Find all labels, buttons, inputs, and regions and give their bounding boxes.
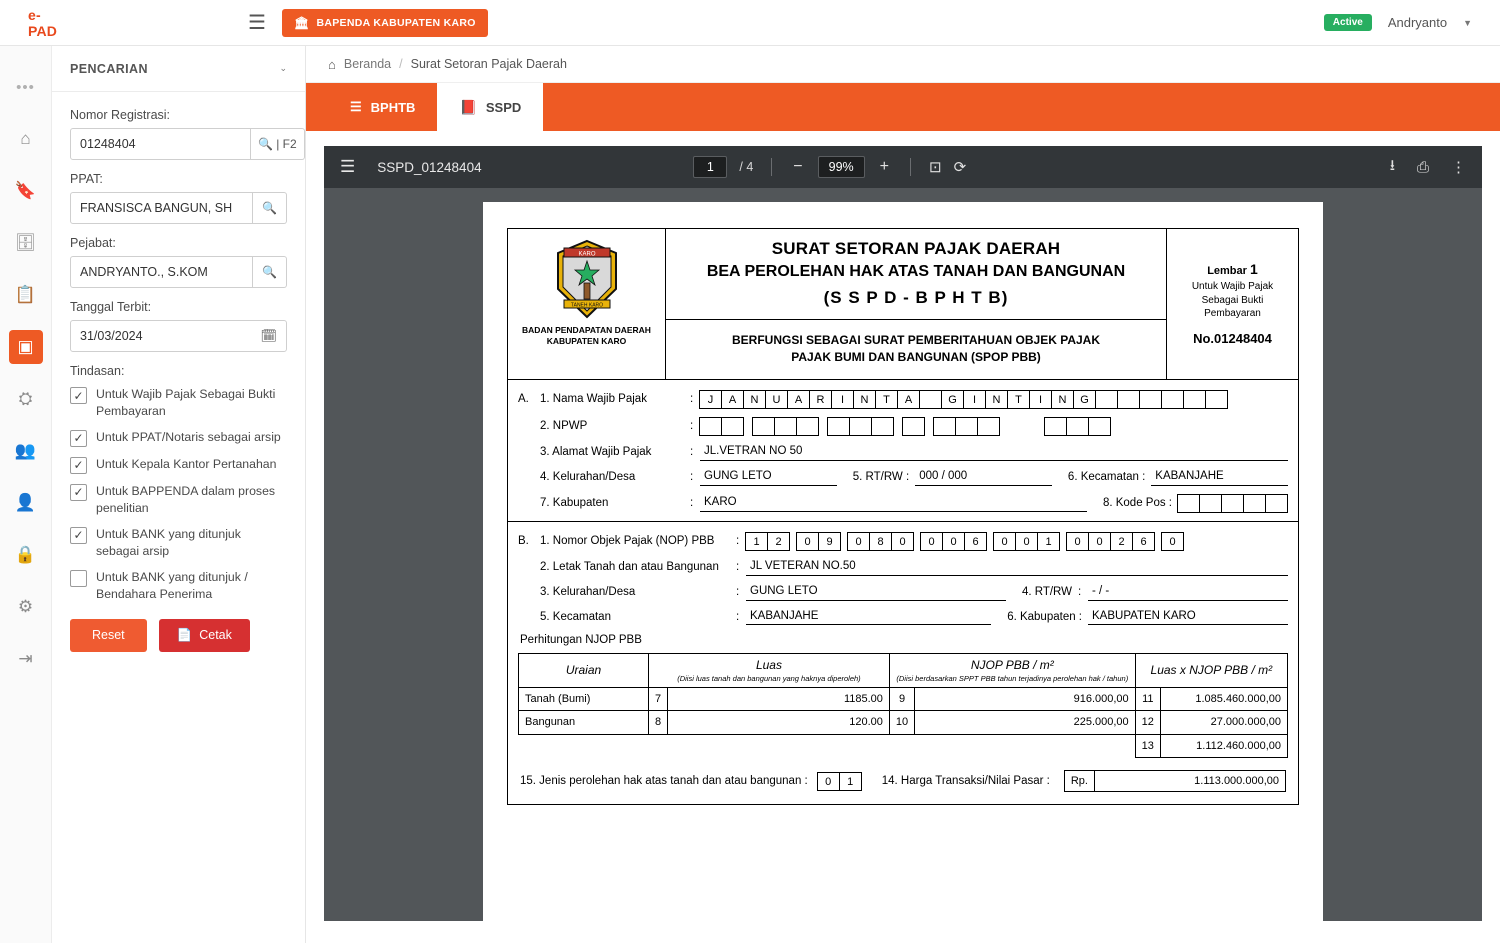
checkbox-label: Untuk Wajib Pajak Sebagai Bukti Pembayaran bbox=[96, 387, 276, 418]
table-row-sum bbox=[519, 734, 1288, 757]
top-bar bbox=[0, 0, 1500, 46]
njop-row1-uraian: Tanah (Bumi) bbox=[519, 687, 649, 710]
ppat-search-button[interactable] bbox=[253, 192, 287, 224]
colon: : bbox=[736, 560, 740, 573]
breadcrumb bbox=[306, 46, 1500, 83]
kode-pos-boxes bbox=[1178, 494, 1288, 513]
tab-bphtb[interactable] bbox=[328, 83, 437, 131]
njop-row1-luas: 1185.00 bbox=[668, 687, 890, 710]
njop-row2-total: 27.000.000,00 bbox=[1160, 711, 1287, 734]
pejabat-label: Pejabat: bbox=[70, 236, 116, 250]
harga-transaksi-value: 1.113.000.000,00 bbox=[1094, 770, 1286, 792]
checkbox-item[interactable] bbox=[70, 456, 287, 474]
ppat-input[interactable] bbox=[70, 192, 253, 224]
checkbox-item[interactable] bbox=[70, 429, 287, 447]
search-panel bbox=[52, 46, 306, 943]
njop-col-total-label: Luas x NJOP PBB / m² bbox=[1150, 662, 1273, 677]
table-row bbox=[519, 711, 1288, 734]
fit-page-icon[interactable]: ⊡ bbox=[929, 159, 942, 176]
letak-tanah-value: JL VETERAN NO.50 bbox=[746, 559, 1288, 576]
npwp-group-5 bbox=[934, 417, 1000, 436]
nomor-registrasi-row bbox=[70, 128, 297, 160]
nop-label: 1. Nomor Objek Pajak (NOP) PBB bbox=[540, 534, 715, 547]
main-content bbox=[306, 46, 1500, 943]
sum-empty-2 bbox=[649, 734, 668, 757]
pejabat-search-button[interactable] bbox=[253, 256, 287, 288]
more-options-icon[interactable]: ⋮ bbox=[1451, 159, 1466, 176]
npwp-group-1 bbox=[700, 417, 744, 436]
reset-button[interactable]: Reset bbox=[70, 619, 147, 652]
njop-heading: Perhitungan NJOP PBB bbox=[520, 634, 642, 647]
checkbox-item[interactable] bbox=[70, 483, 287, 517]
row-letak-tanah bbox=[518, 559, 1288, 576]
njop-row2-n1: 8 bbox=[649, 711, 668, 734]
kecamatan-b-value: KABANJAHE bbox=[746, 609, 991, 626]
njop-col-total bbox=[1135, 654, 1287, 688]
section-b-letter: B. bbox=[518, 534, 529, 547]
rtrw-label: 5. RT/RW : bbox=[852, 470, 910, 483]
rtrw-b-value: - / - bbox=[1088, 584, 1288, 601]
colon: : bbox=[736, 585, 740, 598]
doc-title-1: SURAT SETORAN PAJAK DAERAH bbox=[771, 239, 1061, 258]
zoom-level[interactable]: 99% bbox=[818, 156, 865, 178]
list-icon: ☰ bbox=[350, 99, 362, 114]
page-total-label: / 4 bbox=[739, 160, 754, 174]
bookmark-icon[interactable]: 🔖 bbox=[14, 181, 37, 200]
f2-hint: | F2 bbox=[276, 137, 297, 151]
alamat-value: JL.VETRAN NO 50 bbox=[700, 444, 1288, 461]
pdf-viewer bbox=[324, 146, 1482, 921]
npwp-group-2 bbox=[753, 417, 819, 436]
pejabat-row bbox=[70, 256, 287, 288]
njop-row2-luas: 120.00 bbox=[668, 711, 890, 734]
lembar-cell bbox=[1166, 229, 1298, 379]
nomor-registrasi-label: Nomor Registrasi: bbox=[70, 108, 171, 122]
archive-icon[interactable]: 🗄 bbox=[14, 233, 37, 252]
search-icon: 🔍 bbox=[262, 265, 277, 279]
njop-col-luas-label: Luas bbox=[755, 658, 782, 673]
colon: : bbox=[690, 496, 694, 509]
colon: : bbox=[690, 445, 694, 458]
zoom-in-button[interactable]: + bbox=[879, 158, 889, 175]
calendar-icon[interactable]: 🗓 bbox=[260, 328, 277, 343]
njop-sum-num: 13 bbox=[1135, 734, 1160, 757]
rtrw-value: 000 / 000 bbox=[915, 469, 1052, 486]
colon: : bbox=[736, 534, 740, 547]
lembar-text: Lembar bbox=[1207, 265, 1247, 278]
colon: : bbox=[690, 419, 694, 432]
chevron-down-icon[interactable]: ⌄ bbox=[279, 63, 287, 73]
checkbox-wajib-pajak[interactable]: ✓ bbox=[70, 387, 87, 404]
tanggal-terbit-value: 31/03/2024 bbox=[80, 329, 143, 343]
checkbox-kepala-kantor-pertanahan[interactable]: ✓ bbox=[70, 457, 87, 474]
nama-wajib-pajak-boxes: J A N U A R I N T A G I N T I N G bbox=[700, 390, 1228, 409]
row-kabupaten bbox=[518, 494, 1288, 513]
lembar-desc: Untuk Wajib Pajak Sebagai Bukti Pembayaran bbox=[1191, 281, 1274, 320]
row-alamat bbox=[518, 444, 1288, 461]
jenis-perolehan-label: 15. Jenis perolehan hak atas tanah dan atau bangunan : bbox=[520, 774, 808, 787]
checkbox-bank-bendahara[interactable] bbox=[70, 570, 87, 587]
row-npwp bbox=[518, 417, 1288, 436]
checkbox-label: Untuk BANK yang ditunjuk / Bendahara Penerima bbox=[96, 569, 248, 601]
kabupaten-label: 7. Kabupaten bbox=[540, 496, 609, 509]
kode-pos-label: 8. Kode Pos : bbox=[1102, 496, 1172, 509]
njop-col-luas bbox=[649, 654, 890, 688]
row-nop bbox=[518, 532, 1288, 551]
nop-group-4: 0 0 6 bbox=[921, 532, 987, 551]
nomor-registrasi-input[interactable] bbox=[70, 128, 251, 160]
nop-group-2: 0 9 bbox=[797, 532, 841, 551]
nop-group-3: 0 8 0 bbox=[848, 532, 914, 551]
njop-row1-n3: 11 bbox=[1135, 687, 1160, 710]
agency-chip[interactable] bbox=[282, 9, 488, 37]
pdf-page-controls bbox=[693, 156, 966, 178]
nop-group-7: 0 bbox=[1162, 532, 1184, 551]
search-panel-title: PENCARIAN bbox=[70, 61, 148, 76]
tab-bar bbox=[306, 83, 1500, 131]
svg-text:TANEH KARO: TANEH KARO bbox=[570, 302, 603, 309]
checkbox-label: Untuk Kepala Kantor Pertanahan bbox=[96, 456, 277, 471]
bank-icon: 🏛 bbox=[293, 15, 310, 30]
document bbox=[507, 228, 1299, 805]
colon: : bbox=[690, 470, 694, 483]
breadcrumb-separator: / bbox=[399, 57, 403, 71]
tanggal-terbit-label: Tanggal Terbit: bbox=[70, 300, 152, 314]
pdf-stage[interactable] bbox=[324, 188, 1482, 921]
logo-caption: BADAN PENDAPATAN DAERAH KABUPATEN KARO bbox=[522, 325, 651, 346]
user-icon[interactable]: 👤 bbox=[14, 493, 37, 512]
kelurahan-label: 4. Kelurahan/Desa bbox=[540, 470, 636, 483]
kabupaten-b-value: KABUPATEN KARO bbox=[1088, 609, 1288, 626]
document-number bbox=[1173, 331, 1292, 348]
pdf-toolbar-right bbox=[1390, 155, 1466, 180]
agency-label: BAPENDA KABUPATEN KARO bbox=[316, 16, 476, 29]
search-panel-body bbox=[52, 92, 305, 662]
checkbox-label: Untuk PPAT/Notaris sebagai arsip bbox=[96, 429, 281, 444]
tab-bphtb-label: BPHTB bbox=[370, 99, 416, 115]
doc-subtitle: BERFUNGSI SEBAGAI SURAT PEMBERITAHUAN OBJEK PAJAK PAJAK BUMI DAN BANGUNAN (SPOP PBB) bbox=[731, 332, 1101, 365]
jenis-perolehan-boxes: 0 1 bbox=[818, 772, 862, 791]
colon: : bbox=[736, 610, 740, 623]
search-icon: 🔍 bbox=[258, 137, 274, 151]
app-logo[interactable]: e-PAD bbox=[28, 6, 58, 39]
njop-col-uraian-label: Uraian bbox=[565, 662, 602, 677]
document-header bbox=[508, 229, 1298, 380]
pdf-page bbox=[483, 202, 1323, 921]
colon: : bbox=[1078, 585, 1082, 598]
pdf-icon: 📕 bbox=[459, 98, 477, 115]
top-bar-right bbox=[1324, 14, 1500, 31]
letak-tanah-label: 2. Letak Tanah dan atau Bangunan bbox=[540, 560, 719, 573]
tanggal-terbit-input[interactable] bbox=[70, 320, 287, 352]
pdf-toolbar bbox=[324, 146, 1482, 188]
zoom-out-button[interactable]: − bbox=[793, 158, 803, 175]
kecamatan-value: KABANJAHE bbox=[1151, 469, 1288, 486]
checkbox-label: Untuk BAPPENDA dalam proses penelitian bbox=[96, 483, 276, 515]
checkbox-item[interactable] bbox=[70, 569, 287, 603]
breadcrumb-current: Surat Setoran Pajak Daerah bbox=[410, 57, 567, 71]
nomor-registrasi-search-button[interactable] bbox=[251, 128, 305, 160]
tindasan-label: Tindasan: bbox=[70, 364, 125, 378]
alamat-label: 3. Alamat Wajib Pajak bbox=[540, 445, 652, 458]
more-dots-icon[interactable]: ••• bbox=[16, 78, 35, 96]
tab-sspd[interactable] bbox=[437, 83, 543, 131]
kelurahan-b-value: GUNG LETO bbox=[746, 584, 1006, 601]
row-nama-wajib-pajak bbox=[518, 390, 1288, 409]
colon: : bbox=[690, 392, 694, 405]
njop-col-njop-label: NJOP PBB / m² bbox=[970, 658, 1054, 673]
kabupaten-value: KARO bbox=[700, 495, 1087, 512]
njop-row2-n3: 12 bbox=[1135, 711, 1160, 734]
ppat-label: PPAT: bbox=[70, 172, 103, 186]
nama-wajib-pajak-label: 1. Nama Wajib Pajak bbox=[540, 392, 647, 405]
njop-col-luas-sub: (Diisi luas tanah dan bangunan yang haknya diperoleh) bbox=[677, 673, 861, 683]
no-value: 01248404 bbox=[1214, 330, 1272, 346]
checkbox-bappenda[interactable]: ✓ bbox=[70, 484, 87, 501]
home-icon[interactable]: ⌂ bbox=[328, 56, 336, 72]
svg-text:KARO: KARO bbox=[577, 251, 596, 258]
njop-header-row bbox=[519, 654, 1288, 688]
njop-row1-n2: 9 bbox=[889, 687, 914, 710]
njop-row1-total: 1.085.460.000,00 bbox=[1160, 687, 1287, 710]
checkbox-label: Untuk BANK yang ditunjuk sebagai arsip bbox=[96, 526, 241, 558]
row-kelurahan-b bbox=[518, 584, 1288, 601]
sum-empty-5 bbox=[915, 734, 1136, 757]
icon-rail bbox=[0, 46, 52, 943]
no-label: No. bbox=[1193, 330, 1215, 346]
logo-cell bbox=[508, 229, 666, 379]
sidebar-toggle-icon[interactable]: ☰ bbox=[340, 157, 356, 176]
njop-row1-n1: 7 bbox=[649, 687, 668, 710]
tab-sspd-label: SSPD bbox=[485, 99, 522, 115]
sum-empty-3 bbox=[668, 734, 890, 757]
checkbox-ppat-notaris[interactable]: ✓ bbox=[70, 430, 87, 447]
breadcrumb-home[interactable]: Beranda bbox=[343, 57, 392, 71]
sum-empty-1 bbox=[519, 734, 649, 757]
checkbox-bank-arsip[interactable]: ✓ bbox=[70, 527, 87, 544]
download-icon[interactable]: ⭳ bbox=[1389, 156, 1395, 174]
lembar-number: 1 bbox=[1250, 261, 1258, 278]
checkbox-item[interactable] bbox=[70, 526, 287, 560]
doc-title-3: (S S P D - B P H T B) bbox=[823, 287, 1009, 307]
nop-group-5: 0 0 1 bbox=[994, 532, 1060, 551]
doc-title-2: BEA PEROLEHAN HAK ATAS TANAH DAN BANGUNAN bbox=[706, 263, 1126, 281]
njop-col-uraian bbox=[519, 654, 649, 688]
npwp-group-3 bbox=[828, 417, 894, 436]
section-b bbox=[508, 522, 1298, 805]
chevron-down-icon[interactable]: ▼ bbox=[1463, 17, 1472, 28]
njop-row2-n2: 10 bbox=[889, 711, 914, 734]
search-panel-header[interactable] bbox=[52, 46, 305, 92]
network-icon[interactable]: ⛭ bbox=[18, 389, 33, 408]
njop-row2-uraian: Bangunan bbox=[519, 711, 649, 734]
njop-row2-njop: 225.000,00 bbox=[915, 711, 1136, 734]
report-icon[interactable]: 📋 bbox=[14, 285, 37, 304]
section-a-letter: A. bbox=[518, 392, 529, 405]
footer-row bbox=[518, 770, 1288, 796]
lock-icon[interactable]: 🔒 bbox=[14, 545, 37, 564]
njop-col-njop bbox=[889, 654, 1135, 688]
panel-button-row bbox=[70, 619, 287, 652]
kelurahan-b-label: 3. Kelurahan/Desa bbox=[540, 585, 636, 598]
row-kecamatan-b bbox=[518, 609, 1288, 626]
divider bbox=[771, 158, 772, 176]
npwp-group-6 bbox=[1045, 417, 1111, 436]
rtrw-b-label: 4. RT/RW bbox=[1021, 585, 1072, 598]
section-a bbox=[508, 380, 1298, 522]
lembar-label bbox=[1173, 260, 1292, 278]
status-badge: Active bbox=[1324, 14, 1372, 31]
checkbox-item[interactable] bbox=[70, 386, 287, 420]
njop-sum-value: 1.112.460.000,00 bbox=[1160, 734, 1287, 757]
logout-icon[interactable]: ⇥ bbox=[18, 649, 33, 668]
njop-col-njop-sub: (Diisi berdasarkan SPPT PBB tahun terjadinya perolehan hak / tahun) bbox=[896, 673, 1129, 683]
nop-group-1: 1 2 bbox=[746, 532, 790, 551]
kecamatan-label: 6. Kecamatan : bbox=[1067, 470, 1146, 483]
kecamatan-b-label: 5. Kecamatan bbox=[540, 610, 611, 623]
header-titles bbox=[666, 229, 1166, 320]
ppat-row bbox=[70, 192, 287, 224]
document-icon[interactable]: ▣ bbox=[9, 330, 43, 364]
kelurahan-value: GUNG LETO bbox=[700, 469, 837, 486]
harga-transaksi-label: 14. Harga Transaksi/Nilai Pasar : bbox=[881, 774, 1050, 787]
njop-row1-njop: 916.000,00 bbox=[915, 687, 1136, 710]
users-icon[interactable]: 👥 bbox=[14, 441, 37, 460]
npwp-label: 2. NPWP bbox=[540, 419, 588, 432]
pdf-filename: SSPD_01248404 bbox=[377, 159, 482, 175]
divider bbox=[910, 158, 911, 176]
print-icon[interactable]: ⎙ bbox=[1416, 158, 1429, 176]
pejabat-input[interactable] bbox=[70, 256, 253, 288]
npwp-group-4 bbox=[903, 417, 925, 436]
kabupaten-b-label: 6. Kabupaten : bbox=[1007, 610, 1082, 623]
header-title-cell bbox=[666, 229, 1166, 379]
settings-gear-icon[interactable]: ⚙ bbox=[17, 597, 34, 616]
nop-group-6: 0 0 2 6 bbox=[1067, 532, 1155, 551]
print-button[interactable] bbox=[159, 619, 250, 652]
sum-empty-4 bbox=[889, 734, 914, 757]
table-row bbox=[519, 687, 1288, 710]
row-kelurahan bbox=[518, 469, 1288, 486]
search-icon: 🔍 bbox=[262, 201, 277, 215]
rupiah-label: Rp. bbox=[1064, 770, 1095, 792]
home-icon[interactable]: ⌂ bbox=[20, 129, 31, 148]
crest-icon bbox=[554, 239, 620, 319]
user-menu-label[interactable]: Andryanto bbox=[1387, 15, 1448, 30]
rotate-icon[interactable]: ⟳ bbox=[953, 159, 967, 176]
pdf-icon: 📄 bbox=[176, 627, 193, 642]
print-button-label: Cetak bbox=[199, 628, 232, 643]
menu-toggle-icon[interactable]: ☰ bbox=[248, 11, 266, 34]
page-number-input[interactable]: 1 bbox=[693, 156, 727, 178]
tindasan-checkbox-list bbox=[70, 386, 287, 603]
njop-table bbox=[518, 653, 1288, 757]
